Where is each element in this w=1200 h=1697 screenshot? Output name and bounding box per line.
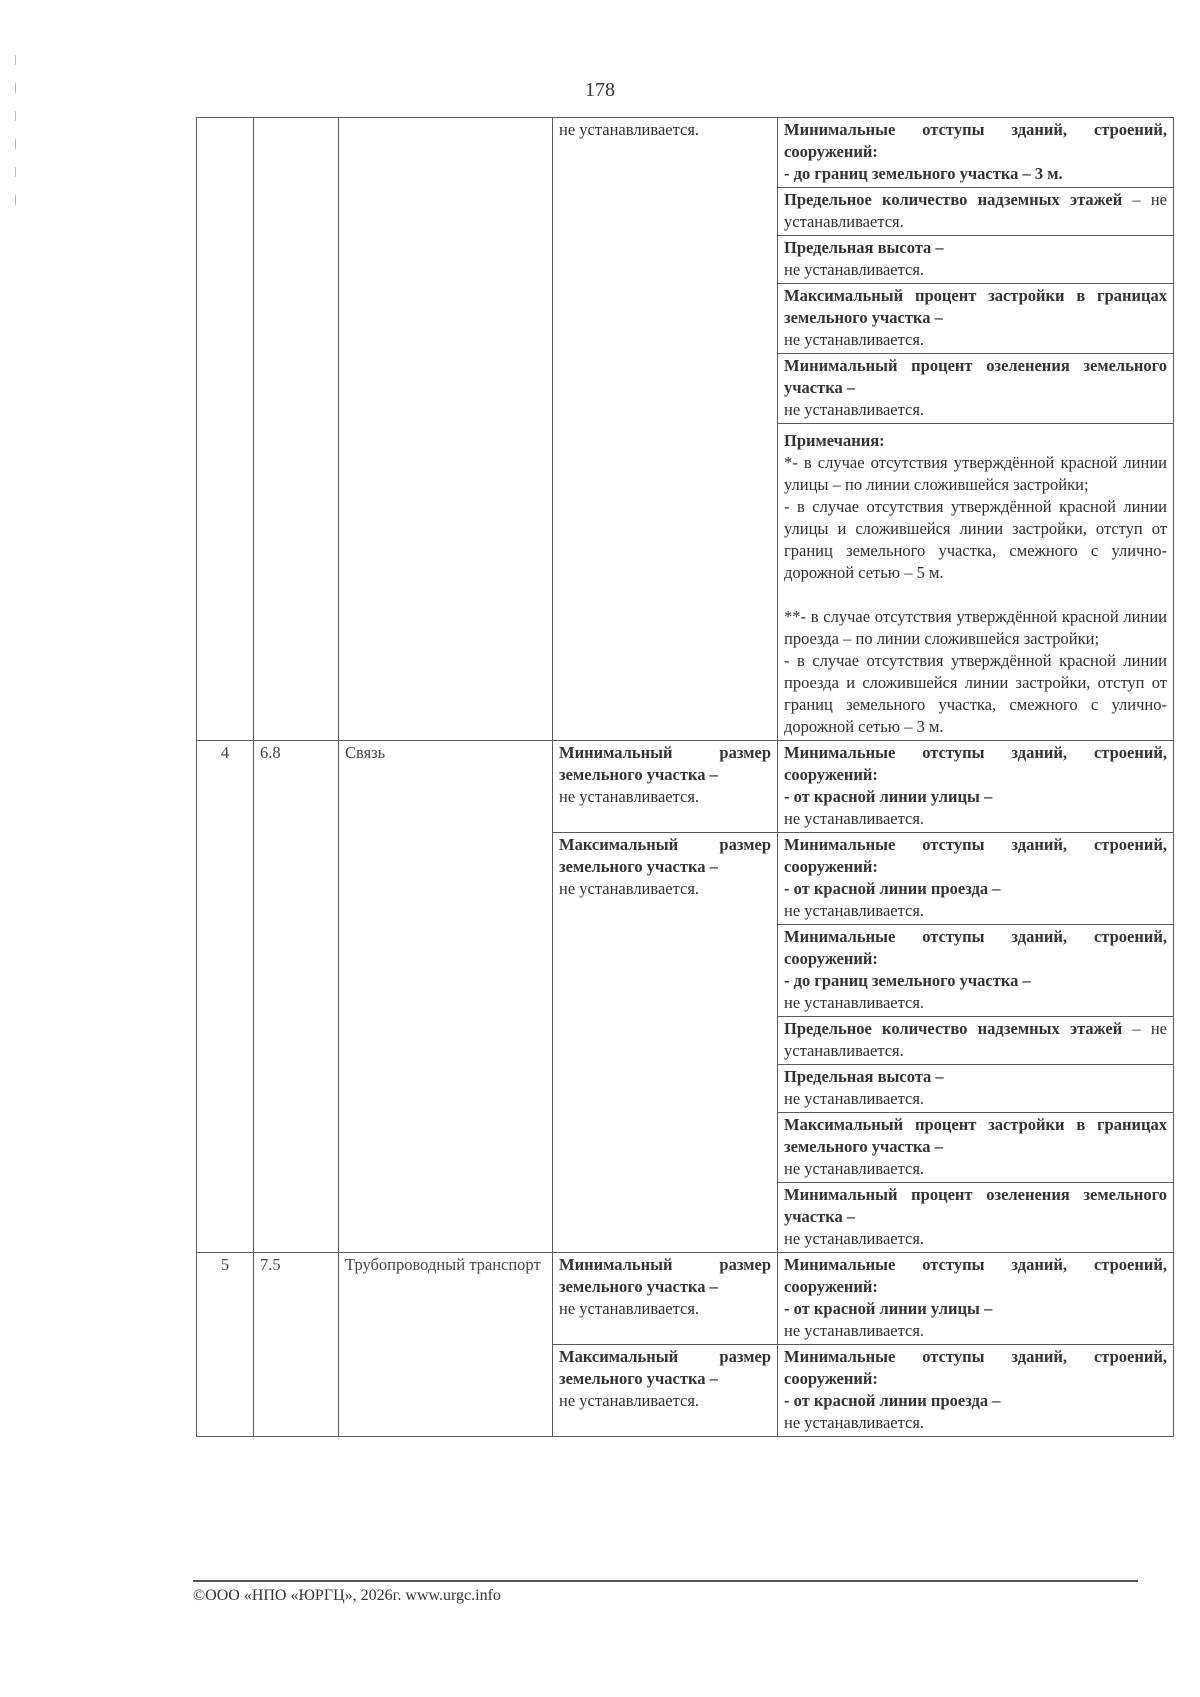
cell-code (254, 118, 339, 741)
param-cell (778, 1253, 1174, 1345)
param-subheading: - от красной линии проезда – (784, 1391, 1001, 1410)
note-line: **- в случае отсутствия утверждённой красной линии проезда – по линии сложившейся застройки; (784, 607, 1167, 648)
cell-code: 6.8 (254, 741, 339, 1253)
param-value: не устанавливается. (784, 993, 925, 1012)
size-text: не устанавливается. (559, 120, 700, 139)
param-heading: Предельное количество надземных этажей (784, 190, 1123, 209)
param-cell (778, 1017, 1174, 1065)
param-heading: Предельная высота – (784, 1067, 944, 1086)
param-heading: Минимальные отступы зданий, строений, сооружений: (784, 120, 1167, 161)
param-cell (778, 284, 1174, 354)
notes-title: Примечания: (784, 431, 885, 450)
table-row-5 (197, 1253, 1174, 1345)
cell-name: Трубопроводный транспорт (339, 1253, 553, 1437)
param-heading: Минимальные отступы зданий, строений, сооружений: (784, 1255, 1167, 1296)
cell-min-size (553, 741, 778, 833)
table-row-4 (197, 741, 1174, 833)
footer-copyright: ©ООО «НПО «ЮРГЦ», 2026г. www.urgc.info (193, 1587, 501, 1604)
param-heading: Минимальные отступы зданий, строений, сооружений: (784, 927, 1167, 968)
size-value: не устанавливается. (559, 1299, 700, 1318)
param-heading: Минимальные отступы зданий, строений, сооружений: (784, 743, 1167, 784)
size-value: не устанавливается. (559, 879, 700, 898)
param-heading: Максимальный процент застройки в границах земельного участка – (784, 286, 1167, 327)
size-value: не устанавливается. (559, 1391, 700, 1410)
param-heading: Минимальные отступы зданий, строений, сооружений: (784, 1347, 1167, 1388)
param-cell (778, 236, 1174, 284)
cell-code: 7.5 (254, 1253, 339, 1437)
param-heading: Предельная высота – (784, 238, 944, 257)
notes-cell (778, 424, 1174, 741)
footer-divider (193, 1580, 1138, 1582)
page-number: 178 (585, 79, 615, 101)
param-subheading: - от красной линии улицы – (784, 1299, 993, 1318)
cell-num: 4 (197, 741, 254, 1253)
cell-name (339, 118, 553, 741)
param-value: не устанавливается. (784, 1321, 925, 1340)
param-heading: Минимальный процент озеленения земельного участка – (784, 1185, 1167, 1226)
size-heading: Максимальный размер земельного участка – (559, 835, 771, 876)
size-value: не устанавливается. (559, 787, 700, 806)
param-cell (778, 1183, 1174, 1253)
table-row-continuation (197, 118, 1174, 188)
cell-num: 5 (197, 1253, 254, 1437)
cell-max-size (553, 1345, 778, 1437)
param-value: не устанавливается. (784, 1159, 925, 1178)
param-heading: Минимальный процент озеленения земельного участка – (784, 356, 1167, 397)
param-cell (778, 118, 1174, 188)
cell-max-size (553, 833, 778, 1253)
param-subheading: - до границ земельного участка – 3 м. (784, 164, 1063, 183)
param-value: не устанавливается. (784, 400, 925, 419)
param-value: не устанавливается. (784, 809, 925, 828)
param-heading: Предельное количество надземных этажей (784, 1019, 1123, 1038)
note-line: - в случае отсутствия утверждённой красной линии проезда и сложившейся линии застройки, отступ от границ земельного участка, смежного с улично-дорожной сетью – 3 м. (784, 651, 1167, 736)
note-line: *- в случае отсутствия утверждённой красной линии улицы – по линии сложившейся застройки; (784, 453, 1167, 494)
param-value: не устанавливается. (784, 330, 925, 349)
zoning-regulations-table (196, 117, 1174, 1437)
param-subheading: - от красной линии проезда – (784, 879, 1001, 898)
param-value: – не устанавливается. (784, 190, 1167, 231)
param-cell (778, 741, 1174, 833)
scan-margin-marks (15, 55, 17, 955)
param-value: не устанавливается. (784, 901, 925, 920)
cell-name: Связь (339, 741, 553, 1253)
param-cell (778, 354, 1174, 424)
size-heading: Минимальный размер земельного участка – (559, 743, 771, 784)
param-value: не устанавливается. (784, 260, 925, 279)
cell-num (197, 118, 254, 741)
param-cell (778, 925, 1174, 1017)
param-value: – не устанавливается. (784, 1019, 1167, 1060)
note-line: - в случае отсутствия утверждённой красной линии улицы и сложившейся линии застройки, отступ от границ земельного участка, смежного с улично-дорожной сетью – 5 м. (784, 497, 1167, 582)
param-cell (778, 1065, 1174, 1113)
param-cell (778, 833, 1174, 925)
param-value: не устанавливается. (784, 1089, 925, 1108)
cell-size-continuation (553, 118, 778, 741)
cell-min-size (553, 1253, 778, 1345)
param-cell (778, 1113, 1174, 1183)
param-cell (778, 188, 1174, 236)
param-heading: Минимальные отступы зданий, строений, сооружений: (784, 835, 1167, 876)
size-heading: Максимальный размер земельного участка – (559, 1347, 771, 1388)
param-value: не устанавливается. (784, 1413, 925, 1432)
note-gap (784, 584, 1167, 606)
param-cell (778, 1345, 1174, 1437)
param-value: не устанавливается. (784, 1229, 925, 1248)
param-subheading: - до границ земельного участка – (784, 971, 1031, 990)
param-subheading: - от красной линии улицы – (784, 787, 993, 806)
param-heading: Максимальный процент застройки в границах земельного участка – (784, 1115, 1167, 1156)
size-heading: Минимальный размер земельного участка – (559, 1255, 771, 1296)
